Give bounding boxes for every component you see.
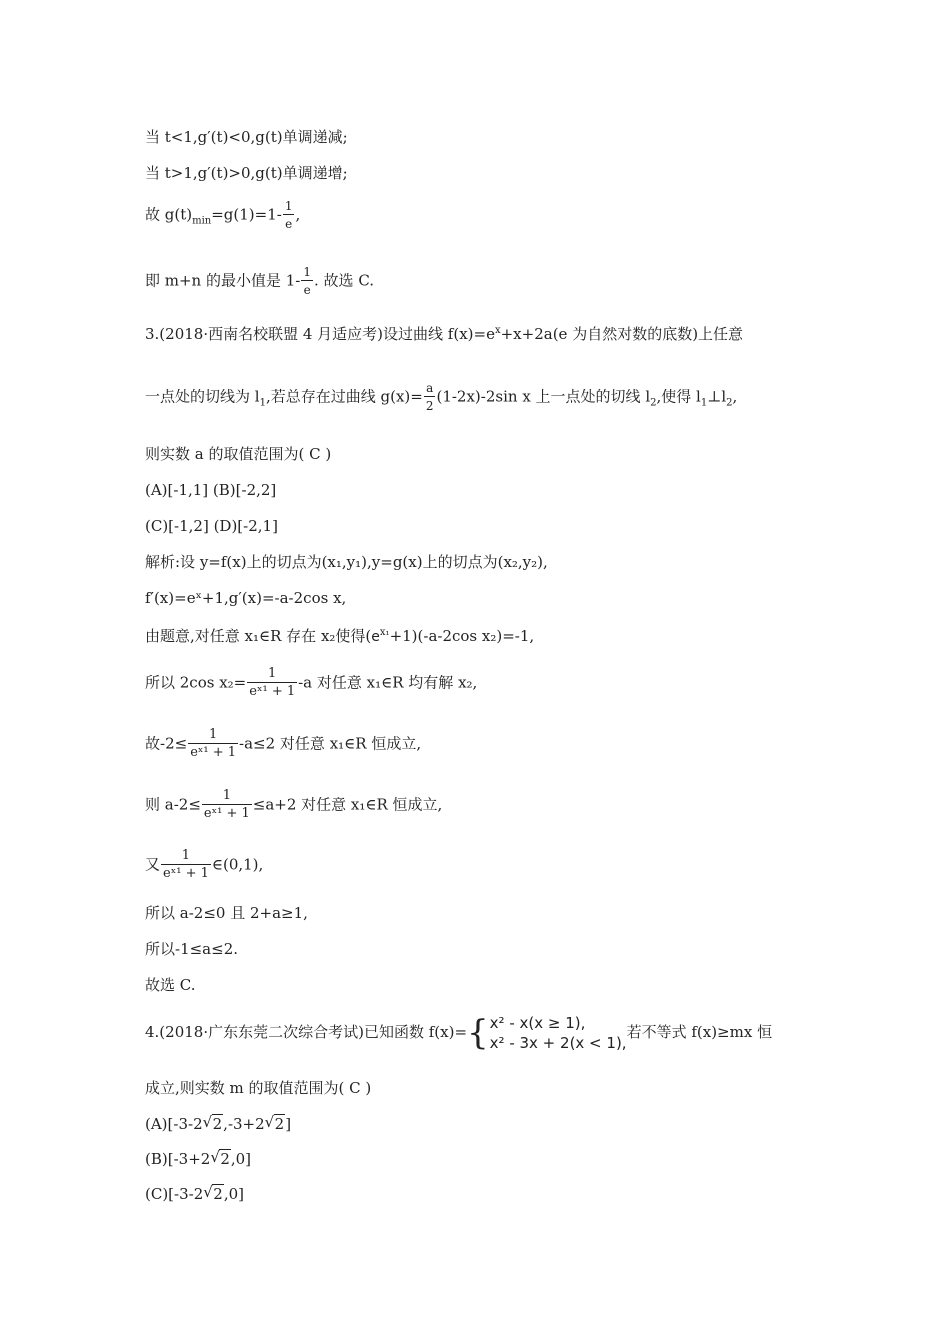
numerator: 1 — [284, 199, 293, 213]
denominator: eˣ¹ + 1 — [163, 866, 209, 881]
solution-line — [145, 666, 477, 701]
line-text: 一点处的切线为 l — [145, 387, 260, 406]
sqrt — [210, 1148, 231, 1170]
option-line — [145, 1148, 251, 1170]
line-text: +1)(-a-2cos x₂)=-1, — [389, 627, 535, 645]
option-line — [145, 1183, 244, 1205]
fraction — [283, 198, 295, 233]
solution-line — [145, 938, 238, 960]
line-text: ⊥l — [707, 387, 727, 406]
line-text: 所以 2cos x₂= — [145, 673, 247, 692]
option-line — [145, 479, 276, 501]
text-line — [145, 126, 348, 148]
line-text: 则实数 a 的取值范围为( C ) — [145, 445, 332, 463]
subscript: min — [192, 215, 212, 227]
subscript: 1 — [259, 397, 266, 409]
numerator: 1 — [247, 666, 297, 683]
denominator: e — [285, 217, 293, 231]
fraction — [424, 380, 436, 415]
line-text: (A)[-3-2 — [145, 1115, 203, 1133]
superscript: x — [494, 325, 501, 336]
solution-line — [145, 848, 263, 883]
line-text: 故-2≤ — [145, 734, 188, 753]
line-text: , — [732, 387, 738, 406]
solution-line — [145, 727, 421, 762]
denominator: 2 — [425, 399, 434, 413]
problem-3-line — [145, 380, 737, 415]
fraction — [188, 727, 238, 762]
option-line — [145, 515, 278, 537]
line-text: -a 对任意 x₁∈R 均有解 x₂, — [298, 673, 478, 692]
line-text: 当 t>1,g′(t)>0,g(t)单调递增; — [145, 164, 348, 182]
text-line — [145, 1077, 371, 1099]
line-text: 则 a-2≤ — [145, 795, 201, 814]
option-line — [145, 1113, 291, 1135]
denominator: eˣ¹ + 1 — [249, 684, 296, 699]
line-text: ,-3+2 — [223, 1115, 265, 1133]
solution-line — [145, 587, 346, 609]
line-text: (A)[-1,1] (B)[-2,2] — [145, 481, 277, 499]
line-text: 故选 C. — [145, 976, 196, 994]
line-text: 4.(2018·广东东莞二次综合考试)已知函数 f(x)= — [145, 1023, 468, 1041]
line-text: 故 g(t) — [145, 205, 193, 224]
subscript: 2 — [650, 397, 657, 409]
line-text: (C)[-3-2 — [145, 1185, 204, 1203]
line-text: 又 — [145, 855, 161, 874]
text-line — [145, 264, 374, 299]
text-line — [145, 198, 300, 233]
solution-line — [145, 622, 534, 648]
line-text: =g(1)=1- — [211, 205, 282, 224]
sqrt — [203, 1113, 224, 1135]
line-text: ,0] — [223, 1185, 244, 1203]
line-text: f′(x)=eˣ+1,g′(x)=-a-2cos x, — [145, 589, 347, 607]
subscript: 1 — [700, 397, 708, 409]
fraction — [247, 666, 297, 701]
text-line — [145, 443, 331, 465]
line-text: 所以 a-2≤0 且 2+a≥1, — [145, 904, 308, 922]
sqrt — [265, 1113, 286, 1135]
line-text: . 故选 C. — [314, 271, 375, 290]
line-text: +x+2a(e 为自然对数的底数)上任意 — [500, 325, 744, 343]
line-text: (C)[-1,2] (D)[-2,1] — [145, 517, 278, 535]
line-text: , — [295, 205, 301, 224]
denominator: eˣ¹ + 1 — [190, 745, 237, 760]
math-e: e — [371, 629, 380, 645]
line-text: 解析:设 y=f(x)上的切点为(x₁,y₁),y=g(x)上的切点为(x₂,y₂), — [145, 553, 548, 571]
fraction — [161, 848, 211, 883]
line-text: (1-2x)-2sin x 上一点处的切线 l — [436, 387, 651, 406]
line-text: ,使得 l — [656, 387, 701, 406]
radicand: 2 — [274, 1115, 285, 1133]
radicand: 2 — [213, 1185, 223, 1203]
radicand: 2 — [212, 1115, 223, 1133]
fraction — [301, 264, 313, 299]
solution-line — [145, 551, 548, 573]
text-line — [145, 162, 348, 184]
numerator: a — [424, 380, 436, 397]
radicand: 2 — [220, 1150, 230, 1168]
subscript: 2 — [726, 397, 733, 409]
line-text: 成立,则实数 m 的取值范围为( C ) — [145, 1079, 372, 1097]
line-text: ,0] — [230, 1150, 252, 1168]
superscript: x₁ — [379, 627, 390, 638]
numerator: 1 — [188, 727, 238, 744]
denominator: e — [303, 283, 311, 297]
sqrt — [203, 1183, 224, 1205]
solution-line — [145, 902, 308, 924]
line-text: ≤a+2 对任意 x₁∈R 恒成立, — [252, 795, 443, 814]
problem-4-line — [145, 1012, 772, 1053]
solution-line — [145, 788, 442, 823]
problem-3-line — [145, 320, 743, 345]
line-text: 即 m+n 的最小值是 1- — [145, 271, 301, 290]
line-text: (B)[-3+2 — [145, 1150, 211, 1168]
line-text: ,若总存在过曲线 g(x)= — [265, 387, 423, 406]
numerator: 1 — [161, 848, 211, 865]
line-text: 若不等式 f(x)≥mx 恒 — [626, 1023, 773, 1041]
left-brace: { — [467, 1013, 489, 1053]
denominator: eˣ¹ + 1 — [203, 806, 250, 821]
numerator: 1 — [202, 788, 252, 805]
line-text: 3.(2018·西南名校联盟 4 月适应考)设过曲线 f(x)=e — [145, 325, 495, 343]
line-text: ] — [285, 1115, 292, 1133]
line-text: 由题意,对任意 x₁∈R 存在 x₂使得( — [145, 627, 372, 645]
line-text: 当 t<1,g′(t)<0,g(t)单调递减; — [145, 128, 348, 146]
numerator: 1 — [303, 265, 312, 279]
case-2: x² - 3x + 2(x < 1), — [489, 1034, 627, 1052]
fraction — [202, 788, 252, 823]
line-text: 所以-1≤a≤2. — [145, 940, 239, 958]
case-1: x² - x(x ≥ 1), — [489, 1014, 586, 1032]
piecewise-cases — [490, 1013, 627, 1053]
line-text: ∈(0,1), — [211, 855, 264, 874]
line-text: -a≤2 对任意 x₁∈R 恒成立, — [239, 734, 422, 753]
solution-line — [145, 974, 195, 996]
